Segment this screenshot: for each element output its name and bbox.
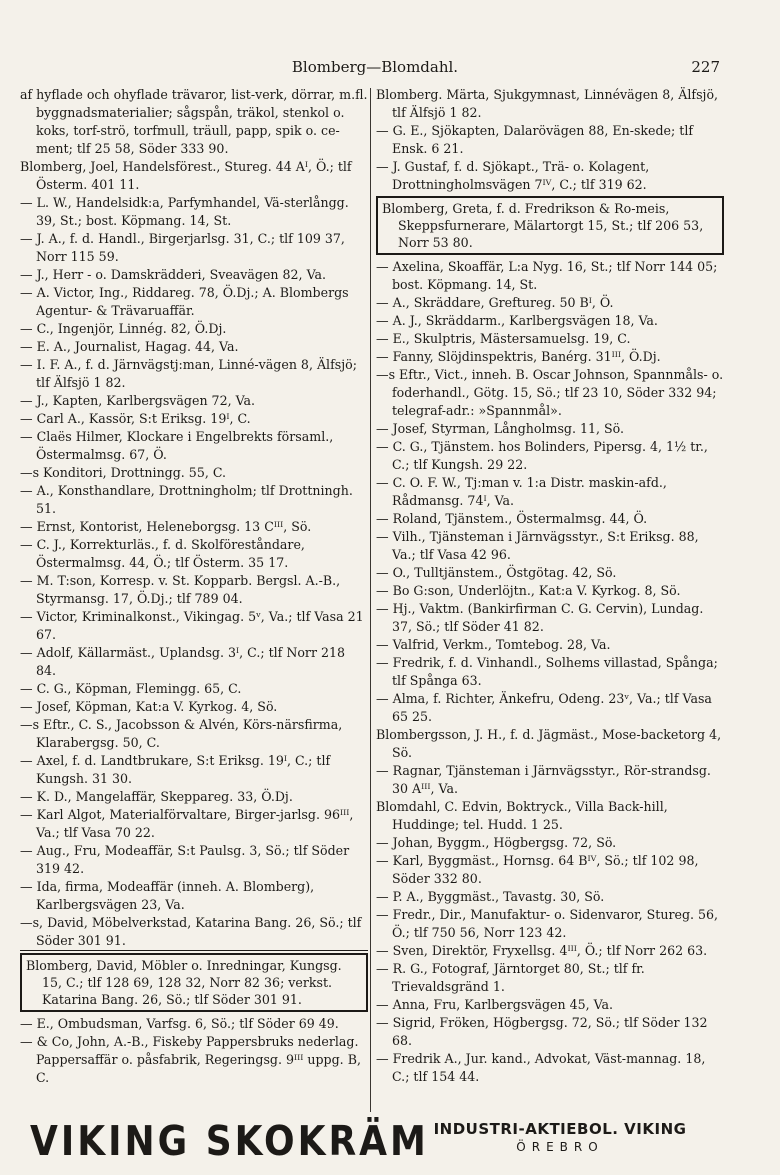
- directory-entry: — A., Skräddare, Greftureg. 50 Bᴵ, Ö.: [376, 295, 614, 310]
- company-name: INDUSTRI-AKTIEBOL. VIKING: [433, 1120, 687, 1138]
- directory-entry: — M. T:son, Korresp. v. St. Kopparb. Bergsl. A.-B., Styrmansg. 17, Ö.Dj.; tlf 789 04.: [20, 573, 341, 606]
- directory-entry: — L. W., Handelsidk:a, Parfymhandel, Vä-sterlångg. 39, St.; bost. Köpmang. 14, St.: [20, 195, 349, 228]
- directory-entry: Blomberg. Märta, Sjukgymnast, Linnévägen 8, Älfsjö, tlf Älfsjö 1 82.: [376, 87, 719, 120]
- directory-entry: — Axelina, Skoaffär, L:a Nyg. 16, St.; tlf Norr 144 05; bost. Köpmang. 14, St.: [376, 259, 718, 292]
- brand-name: VIKING SKOKRÄM: [30, 1118, 429, 1166]
- directory-entry: —s Eftr., C. S., Jacobsson & Alvén, Körs-närsfirma, Klarabergsg. 50, C.: [20, 717, 343, 750]
- directory-entry: — Sven, Direktör, Fryxellsg. 4ᴵᴵᴵ, Ö.; tlf Norr 262 63.: [376, 943, 708, 958]
- directory-entry: — R. G., Fotograf, Järntorget 80, St.; tlf fr. Trievaldsgränd 1.: [376, 961, 645, 994]
- directory-entry: — Aug., Fru, Modeaffär, S:t Paulsg. 3, Sö.; tlf Söder 319 42.: [20, 843, 350, 876]
- directory-entry: Blomberg, David, Möbler o. Inredningar, Kungsg. 15, C.; tlf 128 69, 128 32, Norr 82 36; verkst. Katarina Bang. 26, Sö.; tlf Söder 301 91.: [20, 953, 368, 1012]
- advertisement-footer: [30, 1118, 730, 1168]
- directory-entry: — Fredrik A., Jur. kand., Advokat, Väst-mannag. 18, C.; tlf 154 44.: [376, 1051, 706, 1084]
- column-divider: [370, 88, 371, 1112]
- directory-entry: — A. Victor, Ing., Riddareg. 78, Ö.Dj.; A. Blombergs Agentur- & Trävaruaffär.: [20, 285, 349, 318]
- directory-entry: — Hj., Vaktm. (Bankirfirman C. G. Cervin), Lundag. 37, Sö.; tlf Söder 41 82.: [376, 601, 704, 634]
- directory-entry: — K. D., Mangelaffär, Skeppareg. 33, Ö.Dj.: [20, 789, 293, 804]
- directory-entry: — Ida, firma, Modeaffär (inneh. A. Blomberg), Karlbergsvägen 23, Va.: [20, 879, 315, 912]
- directory-entry: — Claës Hilmer, Klockare i Engelbrekts församl., Östermalmsg. 67, Ö.: [20, 429, 334, 462]
- directory-entry: — Ragnar, Tjänsteman i Järnvägsstyr., Rör-strandsg. 30 Aᴵᴵᴵ, Va.: [376, 763, 711, 796]
- directory-entry: — Karl, Byggmäst., Hornsg. 64 Bᴵⱽ, Sö.; tlf 102 98, Söder 332 80.: [376, 853, 699, 886]
- directory-entry: —s Eftr., Vict., inneh. B. Oscar Johnson, Spannmåls- o. foderhandl., Götg. 15, Sö.; tlf 23 10, Söder 332 94; telegraf-adr.: »Spannmål».: [376, 367, 724, 418]
- directory-entry: — G. E., Sjökapten, Dalarövägen 88, En-skede; tlf Ensk. 6 21.: [376, 123, 694, 156]
- directory-entry: — A., Konsthandlare, Drottningholm; tlf Drottningh. 51.: [20, 483, 353, 516]
- directory-entry: — C. G., Köpman, Flemingg. 65, C.: [20, 681, 242, 696]
- left-column: [20, 86, 368, 1087]
- directory-entry: af hyflade och ohyflade trävaror, list-verk, dörrar, m.fl. byggnadsmaterialier; sågspån, träkol, stenkol o. koks, torf-strö, torfmull, träull, papp, spik o. ce-ment; tlf 25 58, Söder 333 90.: [20, 87, 368, 156]
- directory-entry: — E., Skulptris, Mästersamuelsg. 19, C.: [376, 331, 631, 346]
- directory-entry: — Carl A., Kassör, S:t Eriksg. 19ᴵ, C.: [20, 411, 251, 426]
- company-block: [410, 1120, 710, 1154]
- directory-entry: — P. A., Byggmäst., Tavastg. 30, Sö.: [376, 889, 605, 904]
- directory-entry: — Josef, Köpman, Kat:a V. Kyrkog. 4, Sö.: [20, 699, 278, 714]
- directory-entry: — A. J., Skräddarm., Karlbergsvägen 18, Va.: [376, 313, 658, 328]
- directory-entry: — Vilh., Tjänsteman i Järnvägsstyr., S:t Eriksg. 88, Va.; tlf Vasa 42 96.: [376, 529, 699, 562]
- directory-entry: —s Konditori, Drottningg. 55, C.: [20, 465, 227, 480]
- directory-entry: — C. J., Korrekturläs., f. d. Skolföreståndare, Östermalmsg. 44, Ö.; tlf Österm. 35 17.: [20, 537, 305, 570]
- directory-entry: — Karl Algot, Materialförvaltare, Birger-jarlsg. 96ᴵᴵᴵ, Va.; tlf Vasa 70 22.: [20, 807, 354, 840]
- directory-entry: — Victor, Kriminalkonst., Vikingag. 5ᵛ, Va.; tlf Vasa 21 67.: [20, 609, 364, 642]
- page-number: 227: [691, 58, 720, 76]
- directory-entry: — C. G., Tjänstem. hos Bolinders, Pipersg. 4, 1½ tr., C.; tlf Kungsh. 29 22.: [376, 439, 708, 472]
- directory-entry: — Sigrid, Fröken, Högbergsg. 72, Sö.; tlf Söder 132 68.: [376, 1015, 708, 1048]
- directory-entry: — Alma, f. Richter, Änkefru, Odeng. 23ᵛ, Va.; tlf Vasa 65 25.: [376, 691, 712, 724]
- directory-entry: Blomdahl, C. Edvin, Boktryck., Villa Back-hill, Huddinge; tel. Hudd. 1 25.: [376, 799, 668, 832]
- directory-entry: — Axel, f. d. Landtbrukare, S:t Eriksg. 19ᴵ, C.; tlf Kungsh. 31 30.: [20, 753, 331, 786]
- directory-entry: — I. F. A., f. d. Järnvägstj:man, Linné-vägen 8, Älfsjö; tlf Älfsjö 1 82.: [20, 357, 357, 390]
- company-city: ÖREBRO: [516, 1140, 604, 1154]
- directory-entry: Blombergsson, J. H., f. d. Jägmäst., Mose-backetorg 4, Sö.: [376, 727, 722, 760]
- directory-entry: — Adolf, Källarmäst., Uplandsg. 3ᴵ, C.; tlf Norr 218 84.: [20, 645, 346, 678]
- directory-entry: —s, David, Möbelverkstad, Katarina Bang. 26, Sö.; tlf Söder 301 91.: [20, 914, 368, 951]
- directory-entry: — Anna, Fru, Karlbergsvägen 45, Va.: [376, 997, 614, 1012]
- running-title: Blomberg—Blomdahl.: [291, 58, 459, 76]
- directory-entry: — Fredrik, f. d. Vinhandl., Solhems villastad, Spånga; tlf Spånga 63.: [376, 655, 718, 688]
- directory-entry: — Josef, Styrman, Långholmsg. 11, Sö.: [376, 421, 625, 436]
- directory-entry: — C., Ingenjör, Linnég. 82, Ö.Dj.: [20, 321, 227, 336]
- directory-entry: — Ernst, Kontorist, Heleneborgsg. 13 Cᴵᴵᴵ, Sö.: [20, 519, 312, 534]
- directory-entry: — E. A., Journalist, Hagag. 44, Va.: [20, 339, 239, 354]
- directory-entry: — O., Tulltjänstem., Östgötag. 42, Sö.: [376, 565, 617, 580]
- directory-entry: — J., Herr - o. Damskrädderi, Sveavägen 82, Va.: [20, 267, 327, 282]
- directory-entry: — Bo G:son, Underlöjtn., Kat:a V. Kyrkog. 8, Sö.: [376, 583, 681, 598]
- directory-entry: — Valfrid, Verkm., Tomtebog. 28, Va.: [376, 637, 611, 652]
- right-column: [376, 86, 724, 1086]
- directory-entry: — & Co, John, A.-B., Fiskeby Pappersbruks nederlag. Pappersaffär o. påsfabrik, Regeringsg. 9ᴵᴵᴵ uppg. B, C.: [20, 1034, 361, 1085]
- directory-entry: Blomberg, Greta, f. d. Fredrikson & Ro-meis, Skeppsfurnerare, Mälartorgt 15, St.; tlf 206 53, Norr 53 80.: [376, 196, 724, 255]
- directory-entry: — Fredr., Dir., Manufaktur- o. Sidenvaror, Stureg. 56, Ö.; tlf 750 56, Norr 123 42.: [376, 907, 719, 940]
- directory-entry: — E., Ombudsman, Varfsg. 6, Sö.; tlf Söder 69 49.: [20, 1016, 339, 1031]
- directory-entry: — Fanny, Slöjdinspektris, Banérg. 31ᴵᴵᴵ, Ö.Dj.: [376, 349, 661, 364]
- directory-entry: — J., Kapten, Karlbergsvägen 72, Va.: [20, 393, 256, 408]
- directory-entry: — Johan, Byggm., Högbergsg. 72, Sö.: [376, 835, 617, 850]
- page-header: [30, 58, 720, 84]
- directory-entry: — C. O. F. W., Tj:man v. 1:a Distr. maskin-afd., Rådmansg. 74ᴵ, Va.: [376, 475, 667, 508]
- directory-entry: — J. A., f. d. Handl., Birgerjarlsg. 31, C.; tlf 109 37, Norr 115 59.: [20, 231, 345, 264]
- directory-entry: Blomberg, Joel, Handelsförest., Stureg. 44 Aᴵ, Ö.; tlf Österm. 401 11.: [20, 159, 352, 192]
- directory-entry: — Roland, Tjänstem., Östermalmsg. 44, Ö.: [376, 511, 648, 526]
- directory-entry: — J. Gustaf, f. d. Sjökapt., Trä- o. Kolagent, Drottningholmsvägen 7ᴵⱽ, C.; tlf 319 62.: [376, 159, 650, 192]
